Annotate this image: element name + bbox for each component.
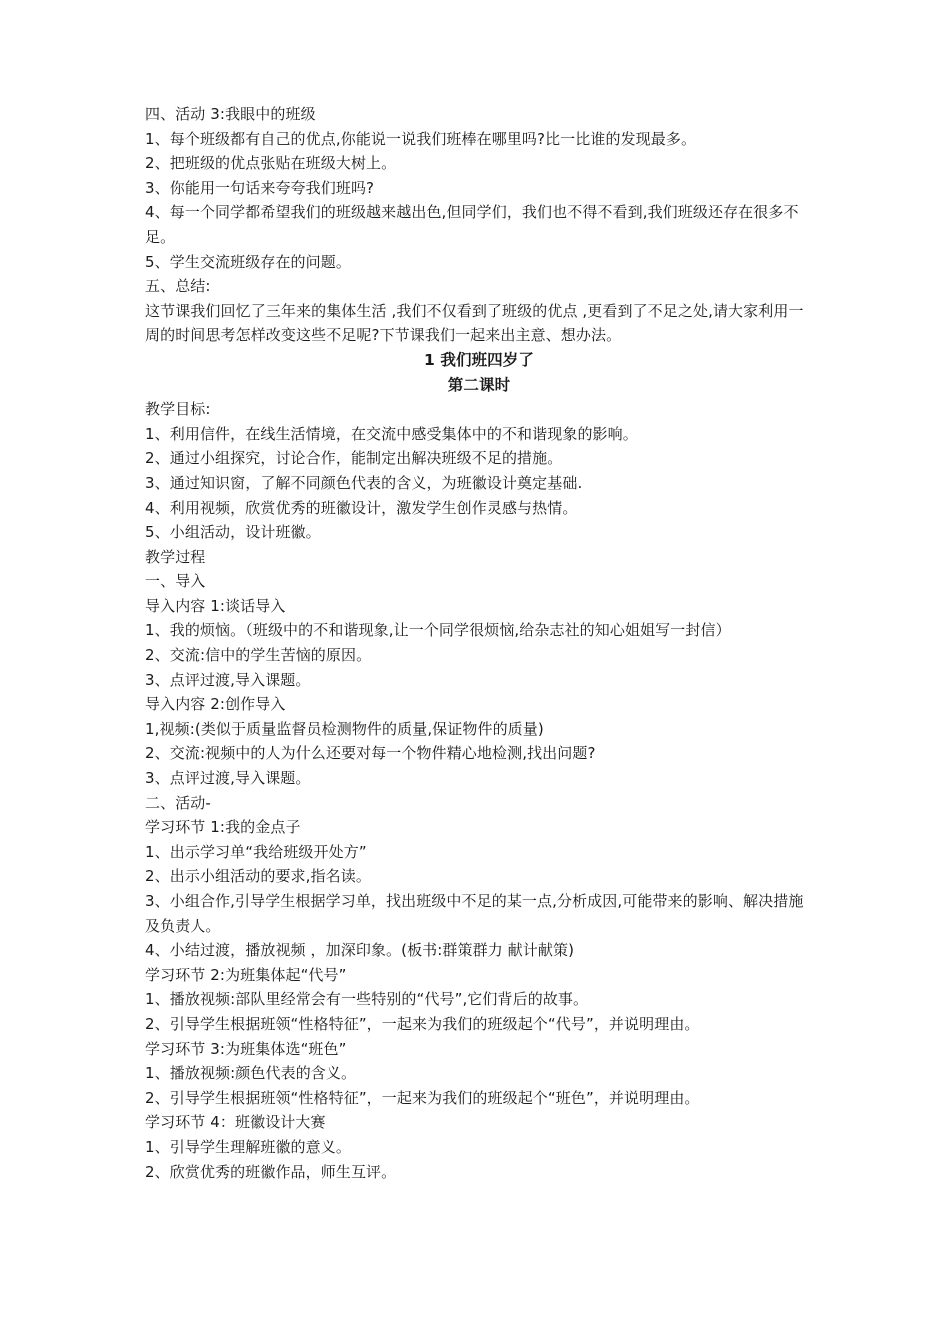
lesson-title: 1 我们班四岁了 (424, 350, 534, 369)
list-item: 4、小结过渡，播放视频 ，加深印象。(板书:群策群力 献计献策) (145, 941, 575, 960)
paragraph: 2、把班级的优点张贴在班级大树上。 (145, 154, 397, 173)
list-item: 2、交流:信中的学生苦恼的原因。 (145, 646, 372, 665)
list-item: 3、点评过渡,导入课题。 (145, 670, 311, 689)
list-item: 3、小组合作,引导学生根据学习单，找出班级中不足的某一点,分析成因,可能带来的影响、解决措施及负责人。 (145, 892, 804, 935)
paragraph: 这节课我们回忆了三年来的集体生活 ,我们不仅看到了班级的优点 ,更看到了不足之处,请大家利用一周的时间思考怎样改变这些不足呢?下节课我们一起来出主意、想办法。 (145, 301, 804, 345)
paragraph: 1、每个班级都有自己的优点,你能说一说我们班棒在哪里吗?比一比谁的发现最多。 (145, 129, 697, 148)
list-item: 1、引导学生理解班徽的意义。 (145, 1137, 351, 1156)
subheading: 学习环节 3:为班集体选“班色” (145, 1039, 347, 1058)
section-heading-goals: 教学目标: (145, 400, 211, 419)
paragraph: 3、你能用一句话来夸夸我们班吗? (145, 178, 375, 197)
list-item: 3、点评过渡,导入课题。 (145, 769, 311, 788)
paragraph: 5、学生交流班级存在的问题。 (145, 252, 351, 271)
list-item: 1、播放视频:颜色代表的含义。 (145, 1064, 357, 1083)
subheading: 学习环节 2:为班集体起“代号” (145, 965, 347, 984)
list-item: 1,视频:(类似于质量监督员检测物件的质量,保证物件的质量) (145, 719, 544, 738)
section-heading-process: 教学过程 (145, 547, 206, 566)
list-item: 4、利用视频，欣赏优秀的班徽设计，激发学生创作灵感与热情。 (145, 498, 578, 517)
section-heading-summary: 五、总结: (145, 277, 211, 296)
section-heading-activity-3: 四、活动 3:我眼中的班级 (145, 105, 316, 123)
document-body (145, 102, 813, 1184)
list-item: 1、出示学习单“我给班级开处方” (145, 842, 367, 861)
list-item: 1、利用信件，在线生活情境，在交流中感受集体中的不和谐现象的影响。 (145, 424, 638, 443)
list-item: 3、通过知识窗，了解不同颜色代表的含义，为班徽设计奠定基础. (145, 473, 583, 492)
paragraph: 4、每一个同学都希望我们的班级越来越出色,但同学们，我们也不得不看到,我们班级还存在很多不足。 (145, 203, 799, 246)
subheading: 学习环节 4：班徽设计大赛 (145, 1113, 326, 1132)
section-heading-activity: 二、活动- (145, 793, 211, 812)
lesson-subtitle: 第二课时 (447, 375, 511, 394)
subheading: 导入内容 2:创作导入 (145, 695, 286, 714)
list-item: 1、我的烦恼。（班级中的不和谐现象,让一个同学很烦恼,给杂志社的知心姐姐写一封信） (145, 621, 731, 640)
list-item: 2、引导学生根据班领“性格特征”，一起来为我们的班级起个“代号”，并说明理由。 (145, 1014, 700, 1033)
list-item: 2、引导学生根据班领“性格特征”，一起来为我们的班级起个“班色”，并说明理由。 (145, 1088, 700, 1107)
subheading: 导入内容 1:谈话导入 (145, 596, 286, 615)
list-item: 2、交流:视频中的人为什么还要对每一个物件精心地检测,找出问题? (145, 744, 596, 763)
list-item: 2、通过小组探究，讨论合作，能制定出解决班级不足的措施。 (145, 449, 563, 468)
list-item: 2、欣赏优秀的班徽作品，师生互评。 (145, 1162, 397, 1181)
subheading: 学习环节 1:我的金点子 (145, 818, 301, 837)
list-item: 1、播放视频:部队里经常会有一些特别的“代号”,它们背后的故事。 (145, 990, 589, 1009)
section-heading-intro: 一、导入 (145, 572, 206, 591)
list-item: 5、小组活动，设计班徽。 (145, 523, 321, 542)
list-item: 2、出示小组活动的要求,指名读。 (145, 867, 371, 886)
